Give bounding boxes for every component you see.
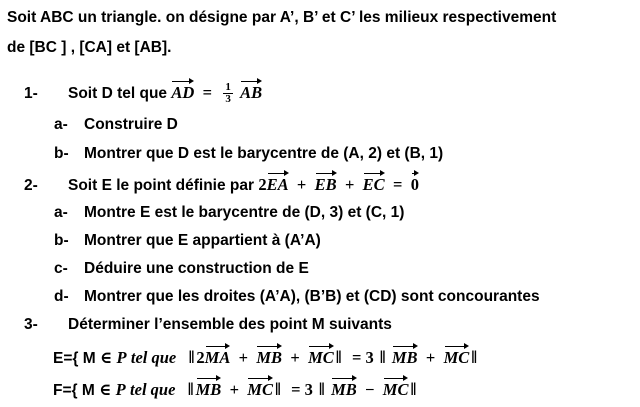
- vector-MB: MB: [392, 345, 418, 368]
- question-2c-text: Déduire une construction de E: [84, 260, 309, 277]
- minus-sign: −: [365, 380, 375, 399]
- plus-sign: +: [425, 348, 436, 367]
- question-2-text: Soit E le point définie par: [68, 177, 255, 194]
- norm-bar-left: ‖: [187, 379, 194, 399]
- question-1a-label: a-: [54, 116, 68, 133]
- question-1a-text: Construire D: [84, 116, 178, 133]
- question-2: [24, 172, 419, 196]
- tel-que: tel que: [130, 380, 176, 399]
- question-2c-label: c-: [54, 260, 68, 277]
- coefficient-2: 2: [258, 175, 267, 194]
- question-1a: [54, 115, 178, 135]
- set-E-prefix: E={ M: [53, 350, 96, 367]
- plane-P: P: [115, 380, 126, 399]
- coefficient-2: 2: [196, 348, 205, 367]
- question-2b-text: Montrer que E appartient à (A’A): [84, 232, 321, 249]
- set-F-definition: [53, 377, 418, 401]
- tel-que: tel que: [130, 348, 177, 367]
- equals-three: = 3: [291, 380, 313, 399]
- question-2d-label: d-: [54, 288, 69, 305]
- plus-sign: +: [344, 175, 355, 194]
- element-of-symbol: ∈: [99, 380, 112, 399]
- norm-bar-left: ‖: [188, 347, 195, 367]
- fraction-denominator: 3: [225, 93, 231, 106]
- question-1b: [54, 144, 443, 164]
- vector-MC: MC: [444, 345, 470, 368]
- plus-sign: +: [296, 175, 307, 194]
- vector-MC: MC: [308, 345, 334, 368]
- question-2a-text: Montre E est le barycentre de (D, 3) et (C, 1): [84, 204, 405, 221]
- vector-MC: MC: [383, 377, 409, 400]
- equals-sign: =: [393, 175, 403, 194]
- question-3-number: 3-: [24, 316, 38, 333]
- set-F-prefix: F={ M: [53, 382, 95, 399]
- zero-vector: 0: [411, 172, 419, 195]
- vector-MB: MB: [196, 377, 222, 400]
- question-2b: [54, 231, 321, 251]
- norm-bar-left: ‖: [318, 379, 325, 399]
- question-3: [24, 315, 392, 335]
- plus-sign: +: [290, 348, 300, 367]
- norm-bar-right: ‖: [335, 347, 342, 367]
- vector-EA: EA: [267, 172, 289, 195]
- fraction-numerator: 1: [225, 81, 231, 94]
- question-1-text: Soit D tel que: [68, 85, 168, 102]
- vector-AD: AD: [171, 80, 194, 103]
- question-2b-label: b-: [54, 232, 69, 249]
- question-2d: [54, 287, 540, 307]
- equals-three: = 3: [351, 348, 374, 367]
- vector-AB: AB: [240, 80, 262, 103]
- vector-MB: MB: [256, 345, 282, 368]
- norm-bar-right: ‖: [410, 379, 417, 399]
- vector-MB: MB: [331, 377, 357, 400]
- plus-sign: +: [238, 348, 249, 367]
- equals-sign: =: [202, 83, 212, 102]
- fraction-one-third: [223, 82, 233, 105]
- question-3-text: Déterminer l’ensemble des point M suivants: [68, 316, 392, 333]
- plus-sign: +: [229, 380, 239, 399]
- norm-bar-right: ‖: [274, 379, 281, 399]
- question-1b-text: Montrer que D est le barycentre de (A, 2) et (B, 1): [84, 145, 444, 162]
- question-1-number: 1-: [24, 85, 38, 102]
- vector-MA: MA: [205, 345, 231, 368]
- norm-bar-left: ‖: [379, 347, 386, 367]
- intro-line-2: de [BC ] , [CA] et [AB].: [7, 39, 172, 56]
- vector-EC: EC: [363, 172, 385, 195]
- element-of-symbol: ∈: [99, 348, 113, 367]
- intro-line-1: Soit ABC un triangle. on désigne par A’, B’ et C’ les milieux respectivement: [7, 9, 557, 26]
- vector-EB: EB: [315, 172, 337, 195]
- set-E-definition: [53, 345, 479, 369]
- question-1: [24, 80, 262, 105]
- question-2a-label: a-: [54, 204, 68, 221]
- question-2-number: 2-: [24, 177, 38, 194]
- norm-bar-right: ‖: [471, 347, 478, 367]
- plane-P: P: [116, 348, 127, 367]
- question-1b-label: b-: [54, 145, 69, 162]
- vector-MC: MC: [247, 377, 273, 400]
- question-2c: [54, 259, 309, 279]
- question-2d-text: Montrer que les droites (A’A), (B’B) et (CD) sont concourantes: [84, 288, 540, 305]
- question-2a: [54, 203, 404, 223]
